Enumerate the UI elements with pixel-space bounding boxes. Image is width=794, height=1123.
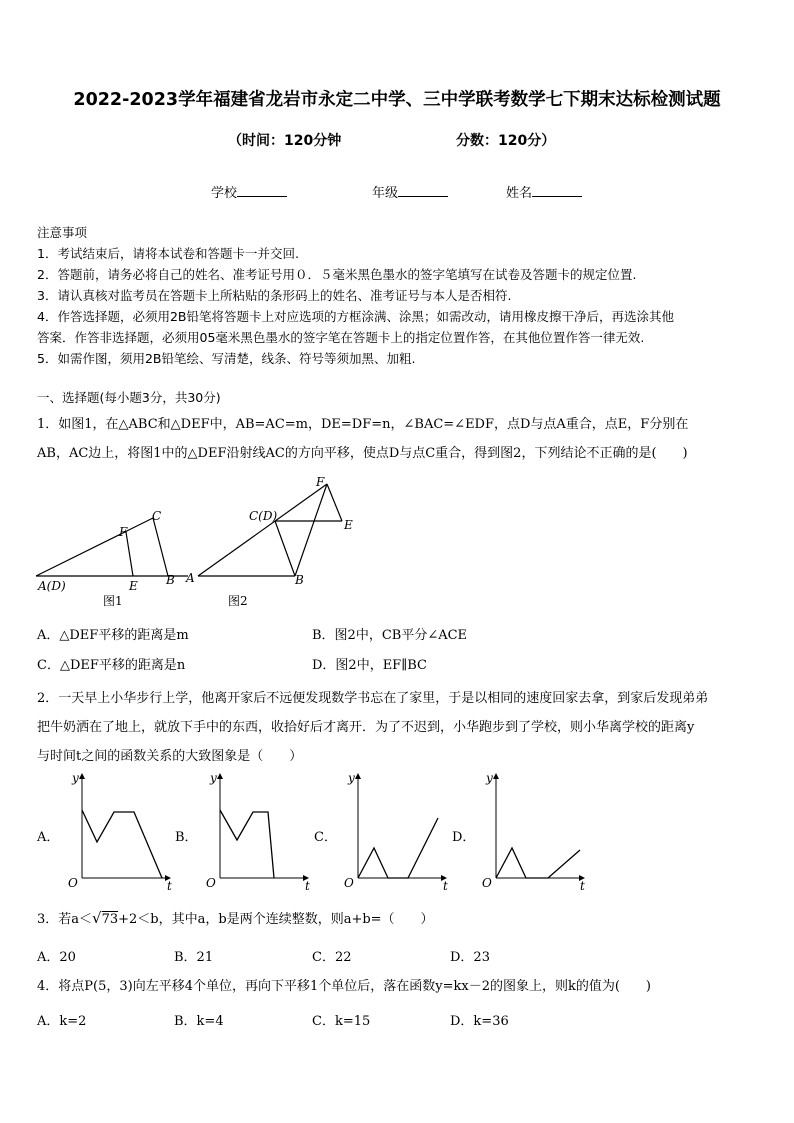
fig1-line-ac <box>36 518 153 576</box>
graph-b-t-label: t <box>305 879 310 893</box>
note-item: 答案．作答非选择题，必须用05毫米黑色墨水的签字笔在答题卡上的指定位置作答，在其他位置作答一律无效. <box>37 330 645 345</box>
figure-2 <box>198 484 342 576</box>
q4-line: 4．将点P(5，3)向左平移4个单位，再向下平移1个单位后，落在函数y=kx－2的图象上，则k的值为( ) <box>37 979 651 994</box>
graph-d[interactable] <box>452 771 585 893</box>
fig2-label-f: F <box>316 475 325 489</box>
name-label: 姓名 <box>506 186 533 201</box>
question-2 <box>37 684 761 771</box>
graph-b[interactable] <box>175 771 310 893</box>
q3-text-post: +2＜b，其中a，b是两个连续整数，则a+b=（ ） <box>118 912 434 927</box>
name-field[interactable] <box>506 182 582 201</box>
fig2-label-cd: C(D) <box>249 509 278 523</box>
graph-d-curve <box>496 848 580 878</box>
note-item: 1．考试结束后，请将本试卷和答题卡一并交回. <box>37 246 299 261</box>
time-limit: （时间：120分钟 <box>228 133 342 149</box>
fig2-line-fb <box>295 484 327 576</box>
page-title: 2022-2023学年福建省龙岩市永定二中学、三中学联考数学七下期末达标检测试题 <box>73 90 721 110</box>
q1-option-b[interactable]: B．图2中，CB平分∠ACE <box>312 628 468 643</box>
q4-option-d[interactable]: D．k=36 <box>450 1014 509 1029</box>
note-item: 2．答题前，请务必将自己的姓名、准考证号用０．５毫米黑色墨水的签字笔填写在试卷及答题卡的规定位置. <box>37 267 637 282</box>
grade-label: 年级 <box>372 186 399 201</box>
graph-a-origin: O <box>68 876 78 890</box>
fig1-caption: 图1 <box>103 594 123 608</box>
graph-c[interactable] <box>314 771 448 893</box>
notes-heading: 注意事项 <box>37 225 88 240</box>
q2-line-3: 与时间t之间的函数关系的大致图象是（ ） <box>37 749 303 764</box>
q3-option-b[interactable]: B．21 <box>174 950 214 965</box>
fig1-label-b: B <box>166 573 175 587</box>
graph-a[interactable] <box>36 771 172 893</box>
graph-c-origin: O <box>344 876 354 890</box>
graph-c-y-label: y <box>348 771 355 785</box>
graph-b-origin: O <box>206 876 216 890</box>
fig1-label-f: F <box>119 525 128 539</box>
note-item: 4．作答选择题，必须用2B铅笔将答题卡上对应选项的方框涂满、涂黑；如需改动，请用橡皮擦干净后，再选涂其他 <box>37 309 674 324</box>
notes-block <box>37 222 757 369</box>
q3-option-d[interactable]: D．23 <box>450 950 490 965</box>
q3-text-pre: 3．若a＜ <box>37 912 93 927</box>
q3-option-c[interactable]: C．22 <box>312 950 352 965</box>
graph-a-y-label: y <box>72 771 79 785</box>
graph-a-t-label: t <box>167 879 172 893</box>
fig1-line-cb <box>153 518 168 576</box>
fig1-label-e: E <box>129 579 138 593</box>
q1-line-1: 1．如图1，在△ABC和△DEF中，AB=AC=m，DE=DF=n，∠BAC=∠EDF，点D与点A重合，点E，F分别在 <box>37 417 689 432</box>
fig2-label-b: B <box>295 573 304 587</box>
graph-b-curve <box>220 810 274 878</box>
fig1-label-a: A(D) <box>38 579 66 593</box>
note-item: 3．请认真核对监考员在答题卡上所粘贴的条形码上的姓名、准考证号与本人是否相符. <box>37 288 512 303</box>
grade-field[interactable] <box>372 182 448 201</box>
q4-option-b[interactable]: B．k=4 <box>174 1014 224 1029</box>
graph-b-y-label: y <box>210 771 217 785</box>
graph-d-label: D． <box>452 830 476 845</box>
fig2-label-e: E <box>344 518 353 532</box>
q1-option-d[interactable]: D．图2中，EF∥BC <box>312 658 427 673</box>
fig1-label-c: C <box>152 509 162 523</box>
q4-option-a[interactable]: A．k=2 <box>37 1014 87 1029</box>
q4-option-c[interactable]: C．k=15 <box>312 1014 371 1029</box>
q3-option-a[interactable]: A．20 <box>37 950 76 965</box>
question-1 <box>37 410 761 468</box>
fig2-line-af <box>198 484 327 576</box>
q1-line-2: AB，AC边上，将图1中的△DEF沿射线AC的方向平移，使点D与点C重合，得到图2，下列结论不正确的是( ) <box>37 446 688 461</box>
q1-figures <box>30 474 370 614</box>
q2-graphs <box>30 770 600 895</box>
section-heading: 一、选择题(每小题3分，共30分) <box>37 390 221 405</box>
q1-option-a[interactable]: A．△DEF平移的距离是m <box>37 628 189 643</box>
grade-blank[interactable] <box>398 184 448 197</box>
school-blank[interactable] <box>237 184 287 197</box>
note-item: 5．如需作图，须用2B铅笔绘、写清楚，线条、符号等须加黑、加粗. <box>37 351 416 366</box>
graph-c-t-label: t <box>443 879 448 893</box>
fig2-caption: 图2 <box>228 594 248 608</box>
q3-line <box>37 904 761 934</box>
name-blank[interactable] <box>532 184 582 197</box>
graph-d-t-label: t <box>580 879 585 893</box>
q3-radicand: 73 <box>101 912 119 927</box>
question-3 <box>37 904 761 934</box>
graph-a-label: A． <box>37 830 60 845</box>
fig2-line-fe <box>327 484 342 521</box>
sqrt-symbol: √ <box>92 909 102 927</box>
q2-line-2: 把牛奶洒在了地上，就放下手中的东西，收拾好后才离开．为了不迟到，小华跑步到了学校，则小华离学校的距离y <box>37 720 695 735</box>
school-label: 学校 <box>211 186 238 201</box>
total-score: 分数：120分） <box>456 133 556 149</box>
q1-option-c[interactable]: C．△DEF平移的距离是n <box>37 658 186 673</box>
graph-a-curve <box>82 810 162 878</box>
graph-b-label: B． <box>175 830 198 845</box>
graph-c-label: C． <box>314 830 337 845</box>
fig2-line-cb <box>275 521 295 576</box>
graph-d-y-label: y <box>486 771 493 785</box>
question-4 <box>37 972 761 1001</box>
school-field[interactable] <box>211 182 287 201</box>
graph-c-curve <box>358 818 438 878</box>
q2-line-1: 2．一天早上小华步行上学，他离开家后不远便发现数学书忘在了家里，于是以相同的速度回家去拿，到家后发现弟弟 <box>37 691 709 706</box>
fig2-label-a: A <box>186 571 195 585</box>
figure-1 <box>36 518 188 576</box>
graph-d-origin: O <box>482 876 492 890</box>
